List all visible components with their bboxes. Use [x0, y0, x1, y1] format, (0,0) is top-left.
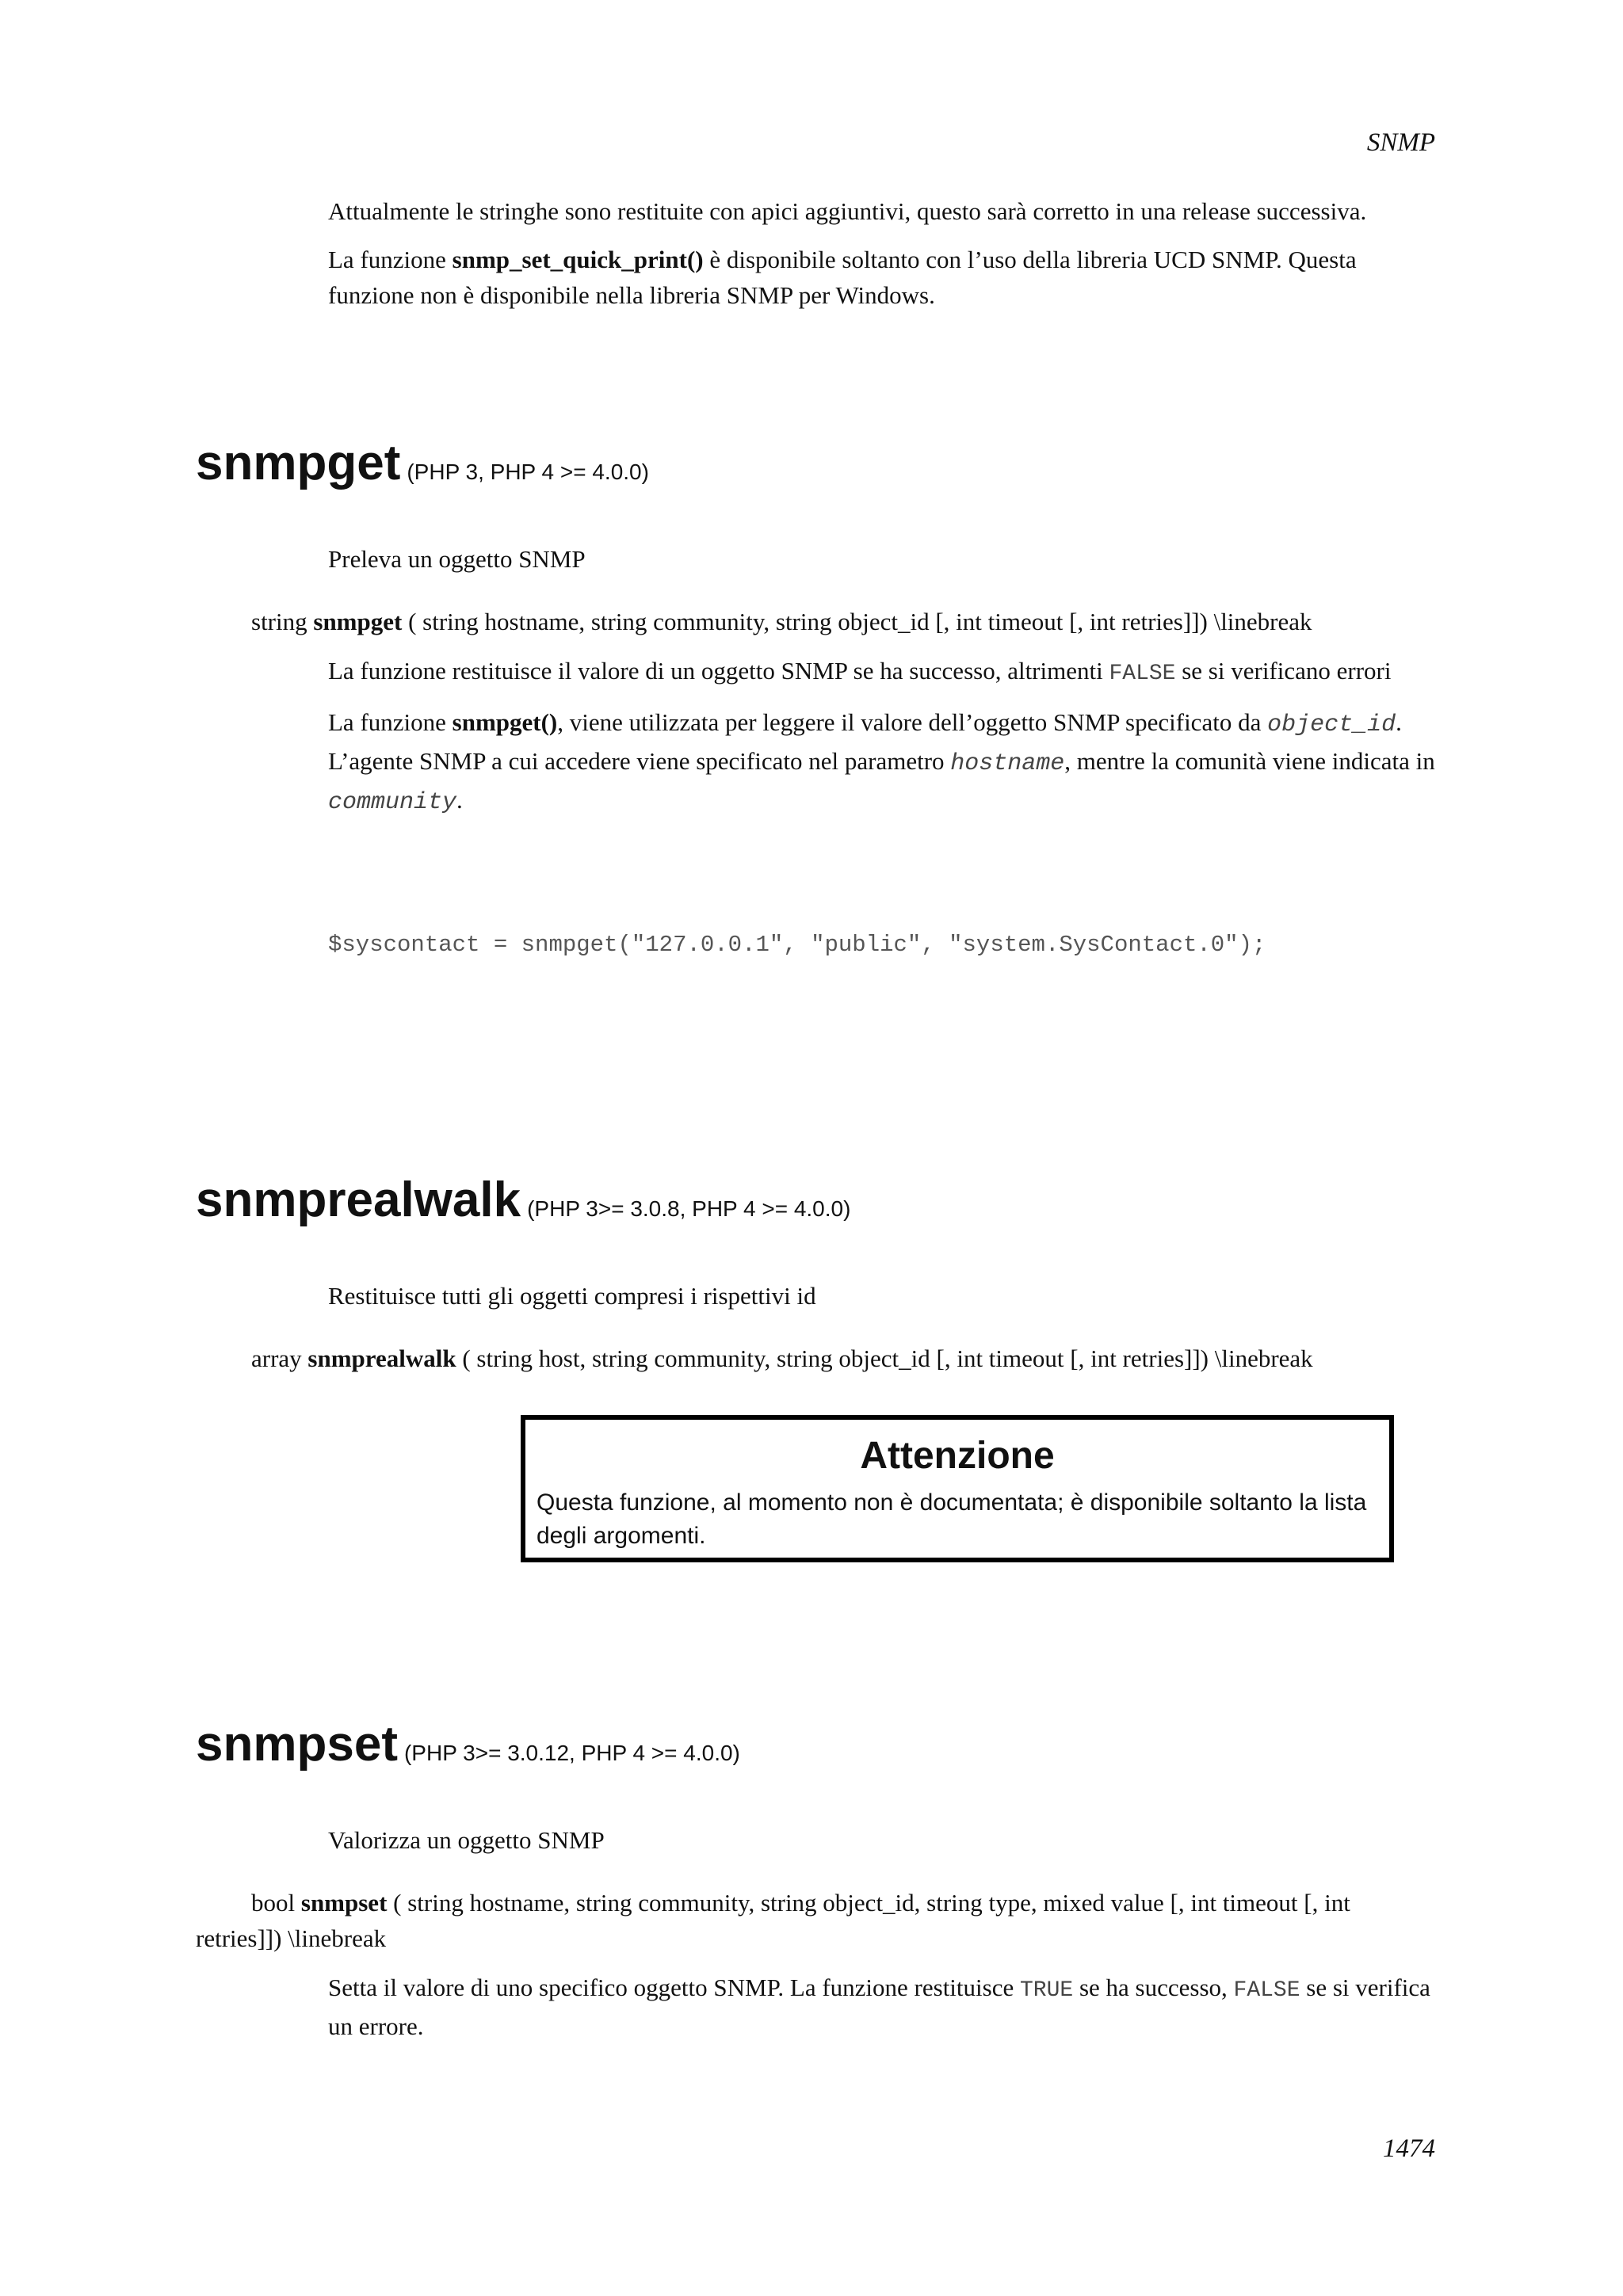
- description-text: La funzione restituisce il valore di un oggetto SNMP se ha successo, altrimenti: [328, 657, 1109, 685]
- signature-args: ( string host, string community, string object_id [, int timeout [, int retries]]) \linebreak: [456, 1344, 1313, 1372]
- function-ref-snmpget: snmpget(): [452, 708, 558, 736]
- intro-paragraph-2: [328, 242, 1438, 313]
- return-type: bool: [251, 1889, 301, 1917]
- function-name: snmprealwalk: [196, 1173, 521, 1227]
- signature-name: snmprealwalk: [307, 1344, 456, 1372]
- parameter-hostname: hostname: [950, 750, 1065, 777]
- parameter-object-id: object_id: [1267, 711, 1396, 738]
- return-type: string: [251, 608, 314, 635]
- function-purpose: Preleva un oggetto SNMP: [328, 545, 586, 573]
- running-header: SNMP: [1366, 128, 1435, 157]
- description-snmpget: [328, 653, 1438, 833]
- description-text: se si verifica un errore.: [328, 1974, 1430, 2040]
- constant-false: FALSE: [1109, 662, 1176, 686]
- function-version: (PHP 3>= 3.0.12, PHP 4 >= 4.0.0): [403, 1741, 740, 1765]
- function-purpose: Restituisce tutti gli oggetti compresi i rispettivi id: [328, 1282, 816, 1310]
- signature-args: ( string hostname, string community, string object_id [, int timeout [, int retries]]) \linebreak: [402, 608, 1312, 635]
- signature-name: snmpset: [300, 1889, 388, 1917]
- description-snmpset: [328, 1970, 1438, 2057]
- description-paragraph-1: [328, 1970, 1438, 2044]
- signature-name: snmpget: [313, 608, 403, 635]
- function-heading-snmprealwalk: [196, 1173, 850, 1228]
- function-name: snmpset: [196, 1717, 398, 1772]
- parameter-community: community: [328, 789, 457, 816]
- description-text: Setta il valore di uno specifico oggetto SNMP. La funzione restituisce: [328, 1974, 1020, 2001]
- description-text: . L’agente SNMP a cui accedere viene specificato nel parametro: [328, 708, 1402, 775]
- warning-title: Attenzione: [860, 1435, 1055, 1477]
- description-text: La funzione: [328, 708, 453, 736]
- function-name: snmpget: [196, 436, 401, 490]
- description-text: se si verificano errori: [1175, 657, 1392, 685]
- description-text: .: [456, 786, 463, 814]
- description-paragraph-2: [328, 704, 1438, 821]
- page-number: 1474: [1383, 2134, 1435, 2163]
- intro-text: La funzione: [328, 246, 453, 273]
- constant-true: TRUE: [1019, 1978, 1074, 2003]
- description-paragraph-1: [328, 653, 1438, 692]
- constant-false: FALSE: [1233, 1978, 1300, 2003]
- description-text: se ha successo,: [1073, 1974, 1234, 2001]
- description-text: , viene utilizzata per leggere il valore dell’oggetto SNMP specificato da: [557, 708, 1268, 736]
- function-signature: [196, 1341, 1432, 1376]
- code-example: $syscontact = snmpget("127.0.0.1", "public", "system.SysContact.0");: [328, 932, 1266, 958]
- function-version: (PHP 3>= 3.0.8, PHP 4 >= 4.0.0): [527, 1196, 851, 1221]
- function-signature: [196, 1885, 1432, 1956]
- intro-paragraph-1: Attualmente le stringhe sono restituite con apici aggiuntivi, questo sarà corretto in una release successiva.: [328, 197, 1367, 225]
- return-type: array: [251, 1344, 308, 1372]
- warning-box: [521, 1415, 1394, 1562]
- description-text: , mentre la comunità viene indicata in: [1064, 747, 1435, 775]
- function-ref-snmp-set-quick-print: snmp_set_quick_print(): [452, 246, 704, 273]
- intro-section: [328, 193, 1438, 326]
- intro-text: è disponibile soltanto con l’uso della libreria UCD SNMP. Questa funzione non è disponibile nella libreria SNMP per Windows.: [328, 246, 1357, 309]
- warning-body: Questa funzione, al momento non è documentata; è disponibile soltanto la lista degli argomenti.: [537, 1489, 1367, 1549]
- function-heading-snmpset: [196, 1717, 740, 1772]
- function-version: (PHP 3, PHP 4 >= 4.0.0): [407, 460, 649, 484]
- function-purpose: Valorizza un oggetto SNMP: [328, 1826, 605, 1854]
- function-signature: [196, 604, 1432, 639]
- signature-args: ( string hostname, string community, string object_id, string type, mixed value [, int timeout [, int retries]]) \linebreak: [196, 1889, 1350, 1952]
- function-heading-snmpget: [196, 436, 649, 491]
